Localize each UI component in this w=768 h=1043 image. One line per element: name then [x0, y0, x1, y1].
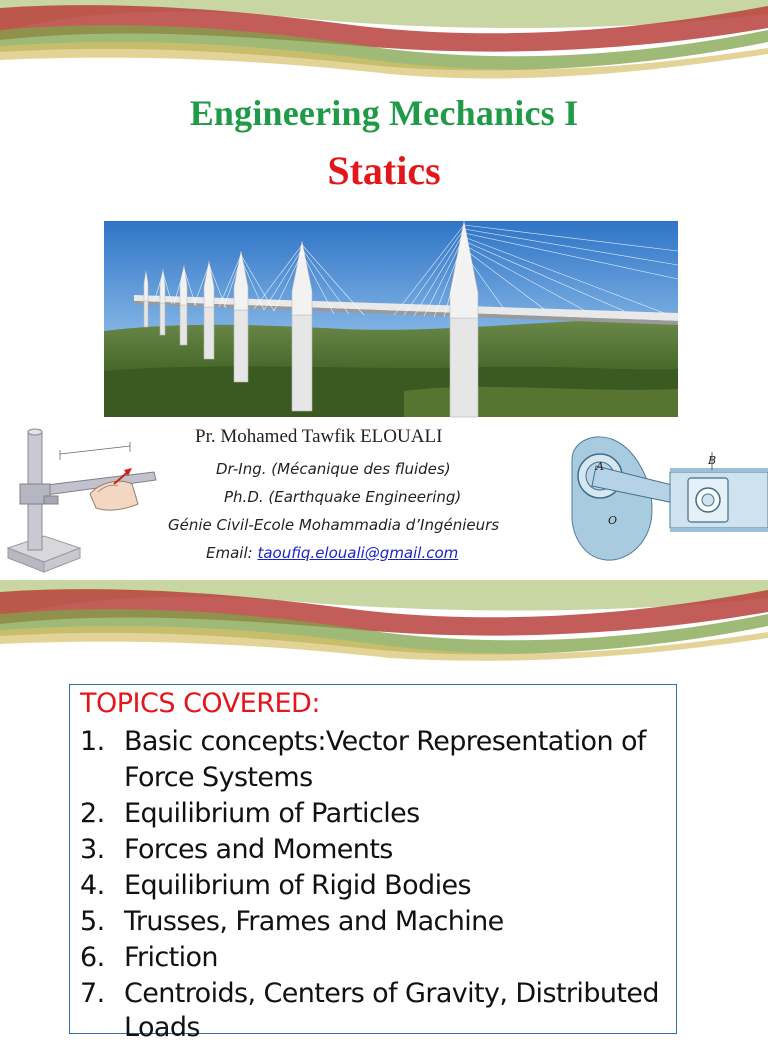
topic-text: Forces and Moments: [124, 834, 393, 865]
author-affiliation: Génie Civil-Ecole Mohammadia d’Ingénieurs: [168, 516, 500, 534]
top-swoosh-decoration-2: [0, 580, 768, 666]
email-link[interactable]: taoufiq.elouali@gmail.com: [257, 544, 459, 562]
topic-number: 7.: [80, 978, 105, 1009]
topic-item: [80, 978, 659, 1009]
topic-number: 2.: [80, 798, 105, 829]
topic-text: Friction: [124, 942, 218, 973]
topics-heading: TOPICS COVERED:: [80, 688, 320, 719]
label-a: A: [596, 460, 604, 473]
topic-item: [80, 762, 313, 793]
topic-text: Trusses, Frames and Machine: [124, 906, 504, 937]
topic-text: Equilibrium of Rigid Bodies: [124, 870, 471, 901]
title-line-1: Engineering Mechanics I: [189, 93, 579, 133]
author-email-row: [206, 544, 458, 562]
topic-number: 6.: [80, 942, 105, 973]
label-o: O: [608, 514, 618, 527]
topic-item: [80, 726, 646, 757]
topic-item: [80, 906, 504, 937]
title-line-2: Statics: [327, 148, 441, 193]
crank-piston-diagram: [566, 430, 768, 570]
author-degree-2: Ph.D. (Earthquake Engineering): [224, 488, 462, 506]
topic-text: Equilibrium of Particles: [124, 798, 420, 829]
topic-item: [80, 942, 218, 973]
topic-number: 3.: [80, 834, 105, 865]
topic-text: Basic concepts:Vector Representation of: [124, 726, 646, 757]
topic-item: [80, 834, 393, 865]
topic-item: [80, 870, 471, 901]
email-label: Email:: [206, 544, 258, 562]
top-swoosh-decoration: [0, 0, 768, 90]
label-b: B: [708, 454, 717, 467]
topic-number: 1.: [80, 726, 105, 757]
wrench-on-post-diagram: [4, 420, 162, 576]
topic-item: [80, 798, 420, 829]
topic-number: 5.: [80, 906, 105, 937]
author-name: Pr. Mohamed Tawfik ELOUALI: [195, 426, 443, 447]
topic-item: [80, 1012, 200, 1043]
topic-text: Force Systems: [124, 762, 313, 793]
topic-number: 4.: [80, 870, 105, 901]
bridge-photo: [104, 221, 678, 417]
topic-text: Centroids, Centers of Gravity, Distributed: [124, 978, 659, 1009]
topic-text: Loads: [124, 1012, 200, 1043]
author-degree-1: Dr-Ing. (Mécanique des fluides): [216, 460, 451, 478]
topics-slide: [0, 580, 768, 1043]
